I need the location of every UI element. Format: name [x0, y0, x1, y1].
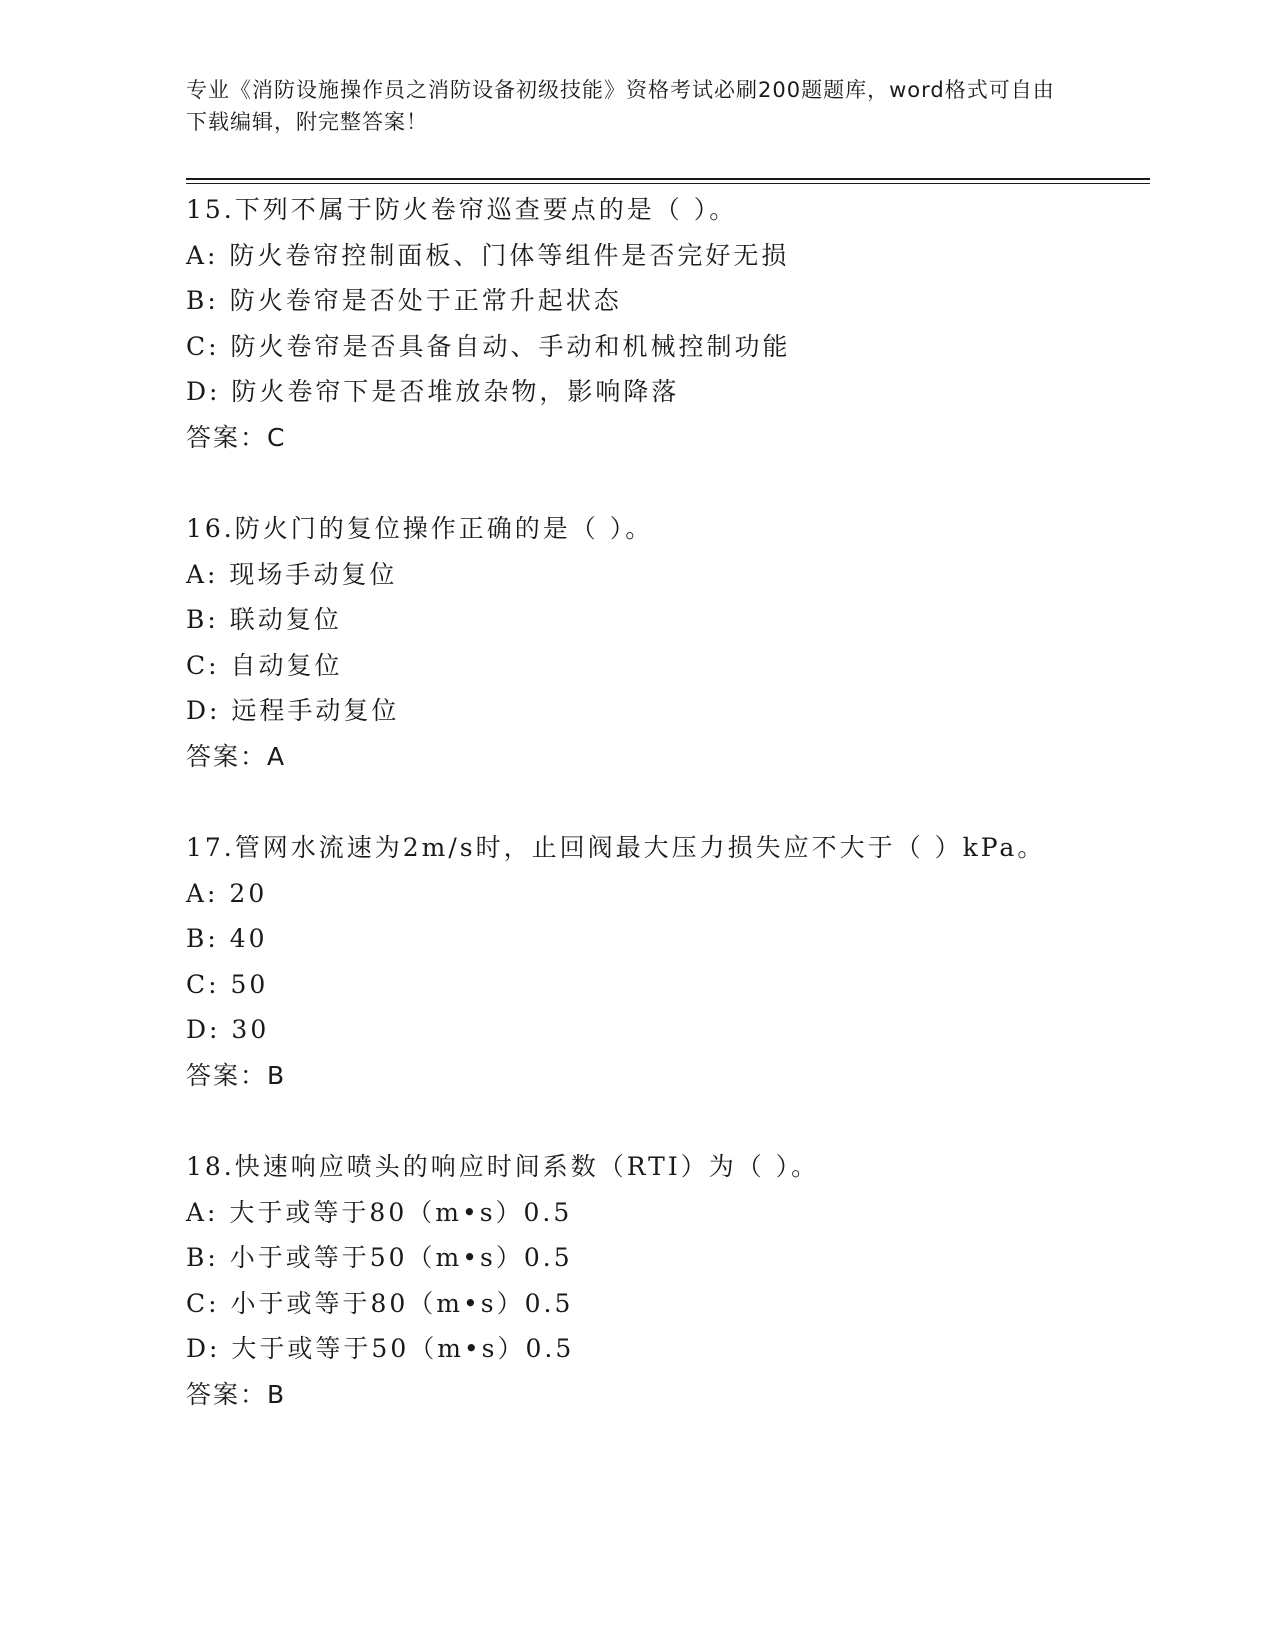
option-b: B: 40 — [186, 924, 268, 953]
question-stem: 15.下列不属于防火卷帘巡查要点的是（ ）。 — [186, 195, 738, 224]
option-d: D: 防火卷帘下是否堆放杂物，影响降落 — [186, 377, 680, 406]
question-stem: 16.防火门的复位操作正确的是（ ）。 — [186, 514, 654, 543]
question-17 — [186, 825, 1150, 1098]
question-15 — [186, 187, 1150, 460]
question-16 — [186, 506, 1150, 779]
option-a: A: 大于或等于80（m•s）0.5 — [186, 1197, 573, 1227]
question-stem: 18.快速响应喷头的响应时间系数（RTI）为（ ）。 — [186, 1152, 820, 1181]
option-c: C: 自动复位 — [186, 650, 343, 680]
document-header — [186, 74, 1066, 138]
answer: 答案：C — [186, 422, 287, 452]
option-a: A: 防火卷帘控制面板、门体等组件是否完好无损 — [186, 240, 790, 270]
header-divider-thick — [186, 178, 1150, 180]
header-divider-thin — [186, 183, 1150, 184]
option-a: A: 20 — [186, 878, 268, 908]
option-b: B: 防火卷帘是否处于正常升起状态 — [186, 286, 622, 315]
answer: 答案：A — [186, 741, 287, 771]
question-18 — [186, 1144, 1150, 1417]
option-d: D: 远程手动复位 — [186, 696, 400, 725]
option-d: D: 30 — [186, 1015, 270, 1044]
option-b: B: 联动复位 — [186, 605, 342, 634]
option-b: B: 小于或等于50（m•s）0.5 — [186, 1243, 573, 1272]
header-title: 专业《消防设施操作员之消防设备初级技能》资格考试必刷200题题库，word格式可自由下载编辑，附完整答案！ — [186, 78, 1055, 134]
option-a: A: 现场手动复位 — [186, 559, 398, 589]
question-list — [186, 187, 1150, 1463]
option-c: C: 防火卷帘是否具备自动、手动和机械控制功能 — [186, 331, 791, 361]
answer: 答案：B — [186, 1379, 287, 1409]
option-c: C: 50 — [186, 969, 269, 999]
answer: 答案：B — [186, 1060, 287, 1090]
option-d: D: 大于或等于50（m•s）0.5 — [186, 1334, 575, 1363]
question-stem: 17.管网水流速为2m/s时，止回阀最大压力损失应不大于（ ）kPa。 — [186, 833, 1046, 862]
option-c: C: 小于或等于80（m•s）0.5 — [186, 1288, 574, 1318]
